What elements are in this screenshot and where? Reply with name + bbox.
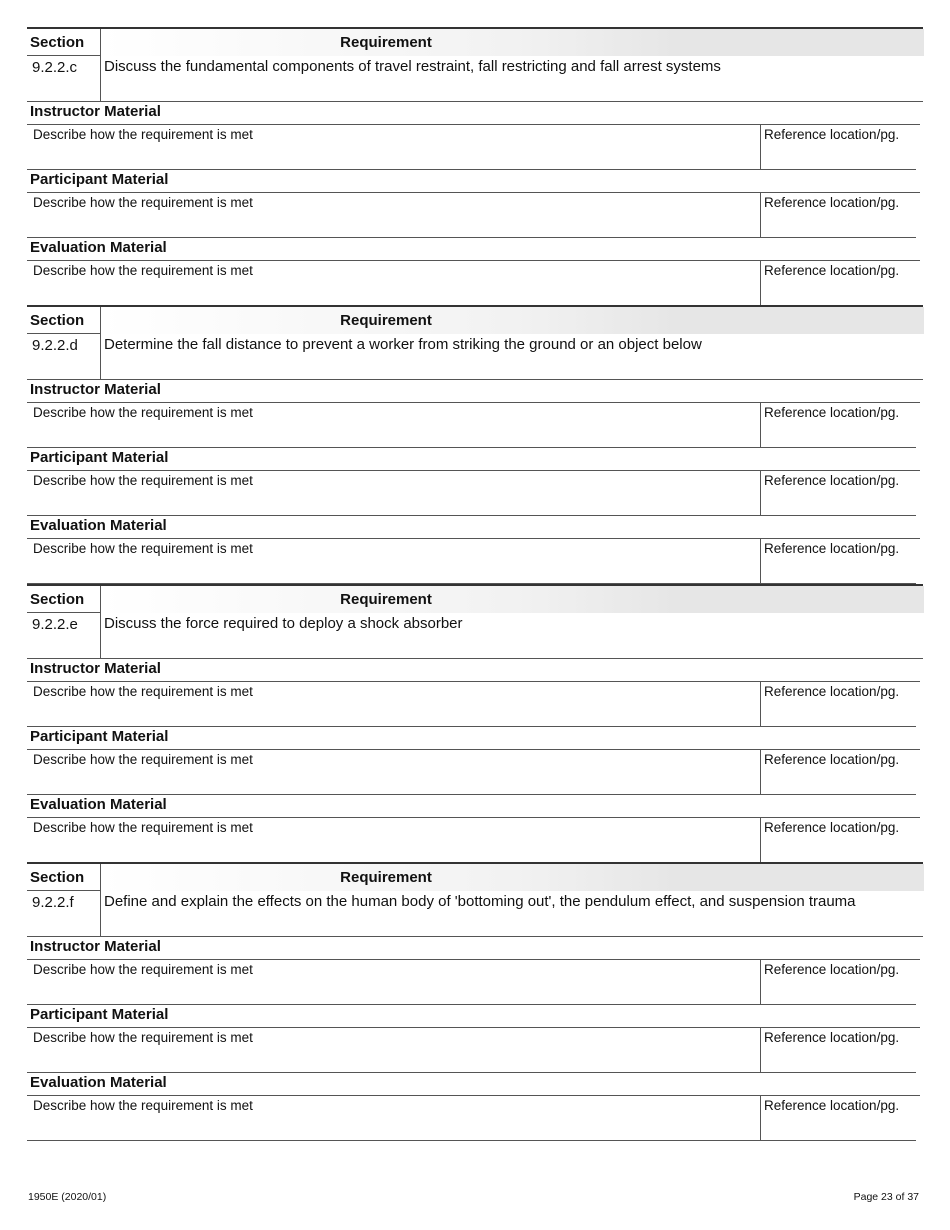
divider bbox=[27, 260, 920, 261]
material-section bbox=[27, 238, 923, 306]
reference-field[interactable]: Reference location/pg. bbox=[764, 683, 900, 699]
table-header-row bbox=[27, 305, 923, 334]
describe-field[interactable]: Describe how the requirement is met bbox=[33, 1097, 253, 1113]
material-title: Evaluation Material bbox=[30, 795, 167, 813]
requirement-row bbox=[27, 891, 923, 937]
material-section bbox=[27, 727, 923, 795]
section-number: 9.2.2.f bbox=[32, 893, 74, 911]
page-number: Page 23 of 37 bbox=[853, 1191, 919, 1203]
column-divider bbox=[760, 1028, 761, 1073]
section-number: 9.2.2.e bbox=[32, 615, 78, 633]
requirement-header: Requirement bbox=[340, 312, 432, 330]
reference-field[interactable]: Reference location/pg. bbox=[764, 1097, 900, 1113]
form-id: 1950E (2020/01) bbox=[28, 1191, 107, 1203]
requirement-block bbox=[27, 305, 923, 583]
material-section bbox=[27, 659, 923, 727]
describe-field[interactable]: Describe how the requirement is met bbox=[33, 473, 253, 489]
material-title: Evaluation Material bbox=[30, 517, 167, 535]
divider bbox=[27, 749, 920, 750]
requirement-block bbox=[27, 862, 923, 1140]
requirement-header-cell bbox=[100, 864, 924, 891]
column-divider bbox=[760, 682, 761, 727]
material-section bbox=[27, 380, 923, 448]
divider bbox=[27, 681, 920, 682]
divider bbox=[27, 402, 920, 403]
describe-field[interactable]: Describe how the requirement is met bbox=[33, 541, 253, 557]
column-divider bbox=[760, 403, 761, 448]
describe-field[interactable]: Describe how the requirement is met bbox=[33, 1029, 253, 1045]
material-title: Instructor Material bbox=[30, 659, 161, 677]
column-divider bbox=[760, 818, 761, 863]
describe-field[interactable]: Describe how the requirement is met bbox=[33, 127, 253, 142]
divider bbox=[27, 1095, 920, 1096]
column-divider bbox=[100, 56, 101, 101]
reference-field[interactable]: Reference location/pg. bbox=[764, 127, 900, 142]
divider bbox=[27, 124, 920, 125]
material-section bbox=[27, 516, 923, 584]
describe-field[interactable]: Describe how the requirement is met bbox=[33, 263, 253, 278]
divider bbox=[27, 959, 920, 960]
material-title: Participant Material bbox=[30, 1005, 169, 1023]
requirement-row bbox=[27, 613, 923, 659]
material-title: Evaluation Material bbox=[30, 1073, 167, 1091]
reference-field[interactable]: Reference location/pg. bbox=[764, 1029, 900, 1045]
column-divider bbox=[760, 193, 761, 238]
material-title: Instructor Material bbox=[30, 381, 161, 399]
reference-field[interactable]: Reference location/pg. bbox=[764, 961, 900, 977]
section-header: Section bbox=[30, 868, 85, 886]
requirement-text: Discuss the fundamental components of travel restraint, fall restricting and fall arrest systems bbox=[104, 58, 721, 75]
material-section bbox=[27, 1073, 923, 1141]
describe-field[interactable]: Describe how the requirement is met bbox=[33, 819, 253, 835]
material-section bbox=[27, 170, 923, 238]
material-section bbox=[27, 795, 923, 863]
material-title: Evaluation Material bbox=[30, 239, 167, 256]
material-section bbox=[27, 102, 923, 170]
section-header: Section bbox=[30, 312, 85, 330]
describe-field[interactable]: Describe how the requirement is met bbox=[33, 405, 253, 421]
describe-field[interactable]: Describe how the requirement is met bbox=[33, 961, 253, 977]
requirement-header: Requirement bbox=[340, 868, 432, 886]
section-number: 9.2.2.d bbox=[32, 337, 78, 355]
column-divider bbox=[760, 471, 761, 516]
table-header-row bbox=[27, 584, 923, 613]
reference-field[interactable]: Reference location/pg. bbox=[764, 263, 900, 278]
material-section bbox=[27, 1005, 923, 1073]
column-divider bbox=[100, 334, 101, 379]
requirement-text: Discuss the force required to deploy a shock absorber bbox=[104, 614, 463, 632]
divider bbox=[27, 192, 920, 193]
material-title: Instructor Material bbox=[30, 937, 161, 955]
section-number: 9.2.2.c bbox=[32, 59, 78, 76]
column-divider bbox=[100, 891, 101, 936]
divider bbox=[27, 1140, 916, 1141]
column-divider bbox=[760, 539, 761, 584]
material-title: Participant Material bbox=[30, 727, 169, 745]
requirement-header-cell bbox=[100, 307, 924, 334]
reference-field[interactable]: Reference location/pg. bbox=[764, 473, 900, 489]
requirement-header-cell bbox=[100, 586, 924, 613]
divider bbox=[27, 1027, 920, 1028]
reference-field[interactable]: Reference location/pg. bbox=[764, 751, 900, 767]
column-divider bbox=[760, 261, 761, 306]
requirement-header: Requirement bbox=[340, 34, 432, 51]
reference-field[interactable]: Reference location/pg. bbox=[764, 541, 900, 557]
column-divider bbox=[760, 1096, 761, 1141]
describe-field[interactable]: Describe how the requirement is met bbox=[33, 195, 253, 210]
reference-field[interactable]: Reference location/pg. bbox=[764, 195, 900, 210]
material-title: Participant Material bbox=[30, 171, 169, 188]
material-section bbox=[27, 937, 923, 1005]
divider bbox=[27, 470, 920, 471]
requirement-block bbox=[27, 27, 923, 305]
requirement-row bbox=[27, 56, 923, 102]
column-divider bbox=[760, 750, 761, 795]
requirement-text: Define and explain the effects on the human body of 'bottoming out', the pendulum effect, and suspension trauma bbox=[104, 892, 856, 910]
table-header-row bbox=[27, 862, 923, 891]
material-title: Participant Material bbox=[30, 449, 169, 467]
describe-field[interactable]: Describe how the requirement is met bbox=[33, 683, 253, 699]
section-header: Section bbox=[30, 34, 85, 51]
requirement-header-cell bbox=[100, 29, 924, 56]
section-header: Section bbox=[30, 590, 85, 608]
material-section bbox=[27, 448, 923, 516]
reference-field[interactable]: Reference location/pg. bbox=[764, 819, 900, 835]
requirement-text: Determine the fall distance to prevent a worker from striking the ground or an object below bbox=[104, 336, 702, 354]
requirement-block bbox=[27, 584, 923, 862]
table-header-row bbox=[27, 27, 923, 56]
column-divider bbox=[100, 613, 101, 658]
material-title: Instructor Material bbox=[30, 103, 161, 120]
describe-field[interactable]: Describe how the requirement is met bbox=[33, 751, 253, 767]
divider bbox=[27, 817, 920, 818]
column-divider bbox=[760, 125, 761, 170]
requirement-row bbox=[27, 334, 923, 380]
column-divider bbox=[760, 960, 761, 1005]
reference-field[interactable]: Reference location/pg. bbox=[764, 405, 900, 421]
divider bbox=[27, 538, 920, 539]
requirement-header: Requirement bbox=[340, 590, 432, 608]
